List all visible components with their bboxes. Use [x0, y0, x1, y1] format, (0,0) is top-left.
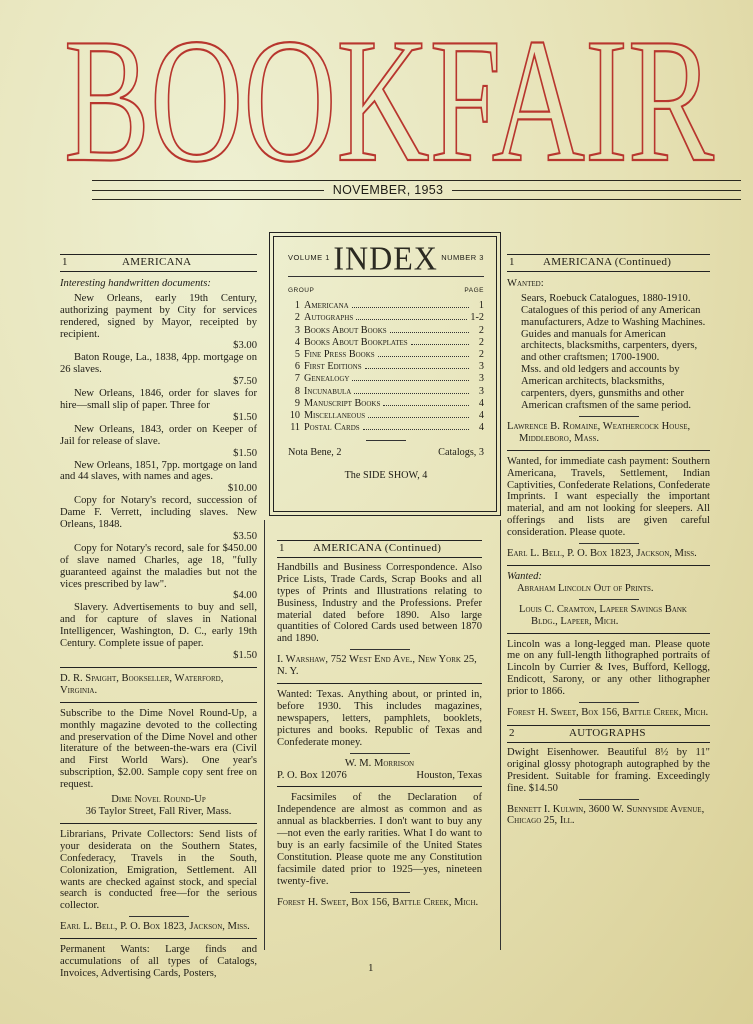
- index-row-label: Miscellaneous: [304, 410, 366, 422]
- index-row-page: 4: [478, 397, 484, 409]
- svg-text:BOOKFAIR: BOOKFAIR: [64, 30, 715, 170]
- index-row-leader: [363, 429, 469, 430]
- index-row: [288, 386, 484, 398]
- index-row-page: 4: [478, 422, 484, 434]
- morrison-name: W. M. Morrison: [344, 757, 415, 769]
- intro-text: Interesting handwritten documents:: [60, 277, 211, 289]
- index-row-number: 2: [294, 312, 300, 324]
- index-row: [288, 349, 484, 361]
- morrison-box: P. O. Box 12076: [277, 769, 347, 781]
- immediate-cash-ad: Wanted, for immediate cash payment: Southern Americana, Travels, Settlement, Indian Captivities, Confederate Relations, Confederate Imprints. I want especially the important material, and am not looking for sleepers. All offerings and lists are given careful consideration. Please quote.: [507, 455, 710, 539]
- texas-ad: Wanted: Texas. Anything about, or printed in, before 1930. This includes magazines, newspapers, letters, pamphlets, booklets, pictures and books. Republic of Texas and Confederate money.: [277, 689, 482, 748]
- dealer-kulwin: Bennett I. Kulwin, 3600 W. Sunnyside Avenue, Chicago 25, Ill.: [507, 803, 705, 827]
- document-item: Slavery. Advertisements to buy and sell, and for capture of slaves in National Intelligencer, Washington, D. C., early 19th Century. Complete issue of paper.: [60, 602, 257, 650]
- index-row-number: 4: [294, 336, 300, 348]
- index-row-page: 3: [478, 361, 484, 373]
- wanted-label: Wanted:: [507, 277, 544, 289]
- index-row-page: 3: [478, 385, 484, 397]
- facsimiles-ad: Facsimiles of the Declaration of Independence are almost as common and as annual as blackberries. I don't want to buy any—not even the early rarities. What I do want to buy is an early facsimile of the United States Constitution. Please quote me any Constitution facsimile dated prior to 1925—yes, nineteen twenty-five.: [277, 792, 482, 887]
- permanent-wants-ad: Permanent Wants: Large finds and accumulations of all types of Catalogs, Invoices, Advertising Cards, Posters,: [60, 944, 257, 979]
- masthead-rule-bottom: [92, 199, 741, 200]
- lincoln-out-of-prints: Abraham Lincoln Out of Prints.: [517, 582, 654, 594]
- index-row-leader: [352, 380, 469, 381]
- index-row-leader: [411, 344, 469, 345]
- index-row-label: Incunabula: [304, 385, 352, 397]
- dime-novel-address: 36 Taylor Street, Fall River, Mass.: [85, 805, 232, 817]
- wanted-item: Mss. and old ledgers and accounts by American architects, blacksmiths, carpenters, dyers, gunsmiths and other American craftsmen of the same period.: [521, 364, 692, 411]
- document-item: New Orleans, early 19th Century, authorizing payment by City for services rendered, signed by Mayor, receipted by recipient.: [60, 292, 257, 340]
- section-header-autographs: 2 AUTOGRAPHS: [507, 725, 710, 743]
- document-item: Baton Rouge, La., 1838, 4pp. mortgage on 26 slaves.: [60, 352, 257, 376]
- index-row-number: 11: [290, 422, 300, 434]
- index-row-page: 1-2: [470, 312, 484, 324]
- index-row-leader: [383, 405, 469, 406]
- index-volume: VOLUME 1: [288, 252, 330, 262]
- index-list: [288, 300, 484, 434]
- document-price: $4.00: [233, 590, 257, 602]
- index-row-label: Postal Cards: [304, 422, 360, 434]
- document-price: $7.50: [233, 376, 257, 388]
- document-item: Copy for Notary's record, sale for $450.00 of slave named Charles, age 18, "fully guaranteed against the maladies but not the vices prescribed by law".: [60, 542, 257, 590]
- issue-date: NOVEMBER, 1953: [332, 183, 444, 197]
- index-row-label: Americana: [304, 300, 349, 312]
- index-row: [288, 410, 484, 422]
- index-row-number: 8: [294, 385, 300, 397]
- index-row-leader: [390, 332, 469, 333]
- wanted-label-2: Wanted:: [507, 570, 542, 582]
- dealer-romaine: Lawrence B. Romaine, Weathercock House, Middleboro, Mass.: [507, 420, 691, 444]
- index-side-show: The SIDE SHOW, 4: [344, 469, 428, 481]
- index-catalogs: Catalogs, 3: [438, 447, 484, 459]
- document-price: $3.00: [233, 340, 257, 352]
- document-list: [60, 293, 257, 662]
- document-price: $3.50: [233, 530, 257, 542]
- index-title: INDEX: [333, 239, 438, 277]
- index-box: [269, 232, 501, 516]
- index-row-page: 3: [478, 373, 484, 385]
- index-row-leader: [365, 368, 469, 369]
- index-row-page: 2: [478, 336, 484, 348]
- dealer-cramton: Louis C. Cramton, Lapeer Savings Bank Bldg., Lapeer, Mich.: [519, 603, 687, 627]
- dealer-sweet: Forest H. Sweet, Box 156, Battle Creek, Mich.: [277, 896, 479, 908]
- index-row-label: Books About Books: [304, 324, 387, 336]
- wanted-item: Guides and manuals for American architects, blacksmiths, carpenters, dyers, and other craftsmen; 1700-1900.: [521, 328, 698, 364]
- middle-column: [277, 540, 482, 909]
- index-page-label: PAGE: [464, 287, 484, 294]
- column-divider-left: [264, 520, 265, 950]
- index-row-label: Manuscript Books: [304, 397, 381, 409]
- wanted-item: Sears, Roebuck Catalogues, 1880-1910.: [521, 292, 691, 304]
- wanted-list: [507, 293, 710, 412]
- masthead-rule-left: [92, 190, 324, 191]
- section-header-americana-continued: 1 AMERICANA (Continued): [277, 540, 482, 558]
- index-row-number: 5: [294, 349, 300, 361]
- document-price: $1.50: [233, 447, 257, 459]
- index-row-number: 6: [294, 361, 300, 373]
- eisenhower-ad: Dwight Eisenhower. Beautiful 8½ by 11" original glossy photograph autographed by the President. Suitable for framing. Exceedingly fine. $14.50: [507, 746, 710, 794]
- index-row: [288, 373, 484, 385]
- index-row-label: First Editions: [304, 361, 362, 373]
- lincoln-ad: Lincoln was a long-legged man. Please quote me on any full-length lithographed portraits of Lincoln by Currier & Ives, Bufford, Kellogg, Endicott, Sarony, or any other lithographer prior to 1866.: [507, 638, 710, 698]
- eisenhower-price: $14.50: [528, 782, 558, 794]
- handbills-ad: Handbills and Business Correspondence. Also Price Lists, Trade Cards, Scrap Books and all types of Prints and Illustrations relating to Business, Industry and the Professions. Prefer material dated before 1890. Also large quantities of Colored Cards used between 1870 and 1890.: [277, 561, 482, 645]
- index-row-number: 1: [294, 300, 300, 312]
- index-row-number: 9: [294, 397, 300, 409]
- document-price: $1.50: [233, 650, 257, 661]
- librarians-ad: Librarians, Private Collectors: Send lists of your desiderata on the Southern States, Confederacy, Travels in the South, Colonization, Emigration, Settlement. All wants are checked against stock, and special search is conducted free—for the serious collector.: [60, 828, 257, 912]
- index-row: [288, 300, 484, 312]
- index-row-page: 2: [478, 349, 484, 361]
- index-number: NUMBER 3: [441, 252, 484, 262]
- wanted-item: Catalogues of this period of any American manufacturers, Adze to Washing Machines.: [521, 304, 706, 328]
- index-group-label: GROUP: [288, 287, 315, 294]
- dealer-spaight: D. R. Spaight, Bookseller, Waterford, Virginia.: [60, 672, 224, 696]
- index-row-leader: [354, 393, 469, 394]
- document-item: Copy for Notary's record, succession of Dame F. Verrett, including slaves. New Orleans, 1848.: [60, 495, 257, 531]
- index-row-page: 4: [478, 410, 484, 422]
- index-row: [288, 361, 484, 373]
- document-price: $1.50: [233, 411, 257, 423]
- index-row-label: Fine Press Books: [304, 349, 375, 361]
- morrison-city: Houston, Texas: [416, 769, 482, 781]
- index-row: [288, 337, 484, 349]
- dealer-warshaw: I. Warshaw, 752 West End Ave., New York 25, N. Y.: [277, 654, 477, 678]
- dealer-bell-right: Earl L. Bell, P. O. Box 1823, Jackson, Miss.: [507, 548, 697, 560]
- index-row-page: 2: [478, 324, 484, 336]
- index-row-label: Genealogy: [304, 373, 350, 385]
- index-row-page: 1: [478, 300, 484, 312]
- dime-novel-name: Dime Novel Round-Up: [111, 794, 206, 806]
- page-number: 1: [368, 962, 374, 974]
- dealer-bell: Earl L. Bell, P. O. Box 1823, Jackson, Miss.: [60, 921, 250, 933]
- section-header-americana-right: 1 AMERICANA (Continued): [507, 254, 710, 272]
- index-row: [288, 312, 484, 324]
- index-row-label: Books About Bookplates: [304, 336, 408, 348]
- left-column: [60, 254, 257, 980]
- document-item: New Orleans, 1846, order for slaves for hire—small slip of paper. Three for: [60, 388, 257, 411]
- right-column: [507, 254, 710, 827]
- masthead-title: [62, 30, 716, 170]
- dealer-sweet-right: Forest H. Sweet, Box 156, Battle Creek, Mich.: [507, 707, 709, 719]
- masthead-rule-right: [452, 190, 741, 191]
- index-row-number: 7: [294, 373, 300, 385]
- index-row: [288, 422, 484, 434]
- dime-novel-ad: Subscribe to the Dime Novel Round-Up, a monthly magazine devoted to the collecting and preservation of the Dime Novel and other literature of the between-the-wars era (Civil and First World Wars). One year's subscription, $2.00. Sample copy sent free on request.: [60, 707, 257, 791]
- index-row: [288, 325, 484, 337]
- index-row-leader: [368, 417, 469, 418]
- document-item: New Orleans, 1843, order on Keeper of Jail for release of slave.: [60, 423, 257, 447]
- index-row-leader: [352, 307, 469, 308]
- index-nota-bene: Nota Bene, 2: [288, 447, 342, 459]
- column-divider-right: [500, 520, 501, 950]
- section-header-americana: 1 AMERICANA: [60, 254, 257, 272]
- document-item: New Orleans, 1851, 7pp. mortgage on land and 44 slaves, with names and ages.: [60, 459, 257, 483]
- index-row: [288, 398, 484, 410]
- index-row-label: Autographs: [304, 312, 354, 324]
- index-row-leader: [378, 356, 469, 357]
- index-row-number: 3: [294, 324, 300, 336]
- index-row-number: 10: [289, 410, 300, 422]
- masthead-rule-top: [92, 180, 741, 181]
- document-price: $10.00: [227, 483, 257, 495]
- index-row-leader: [356, 319, 467, 320]
